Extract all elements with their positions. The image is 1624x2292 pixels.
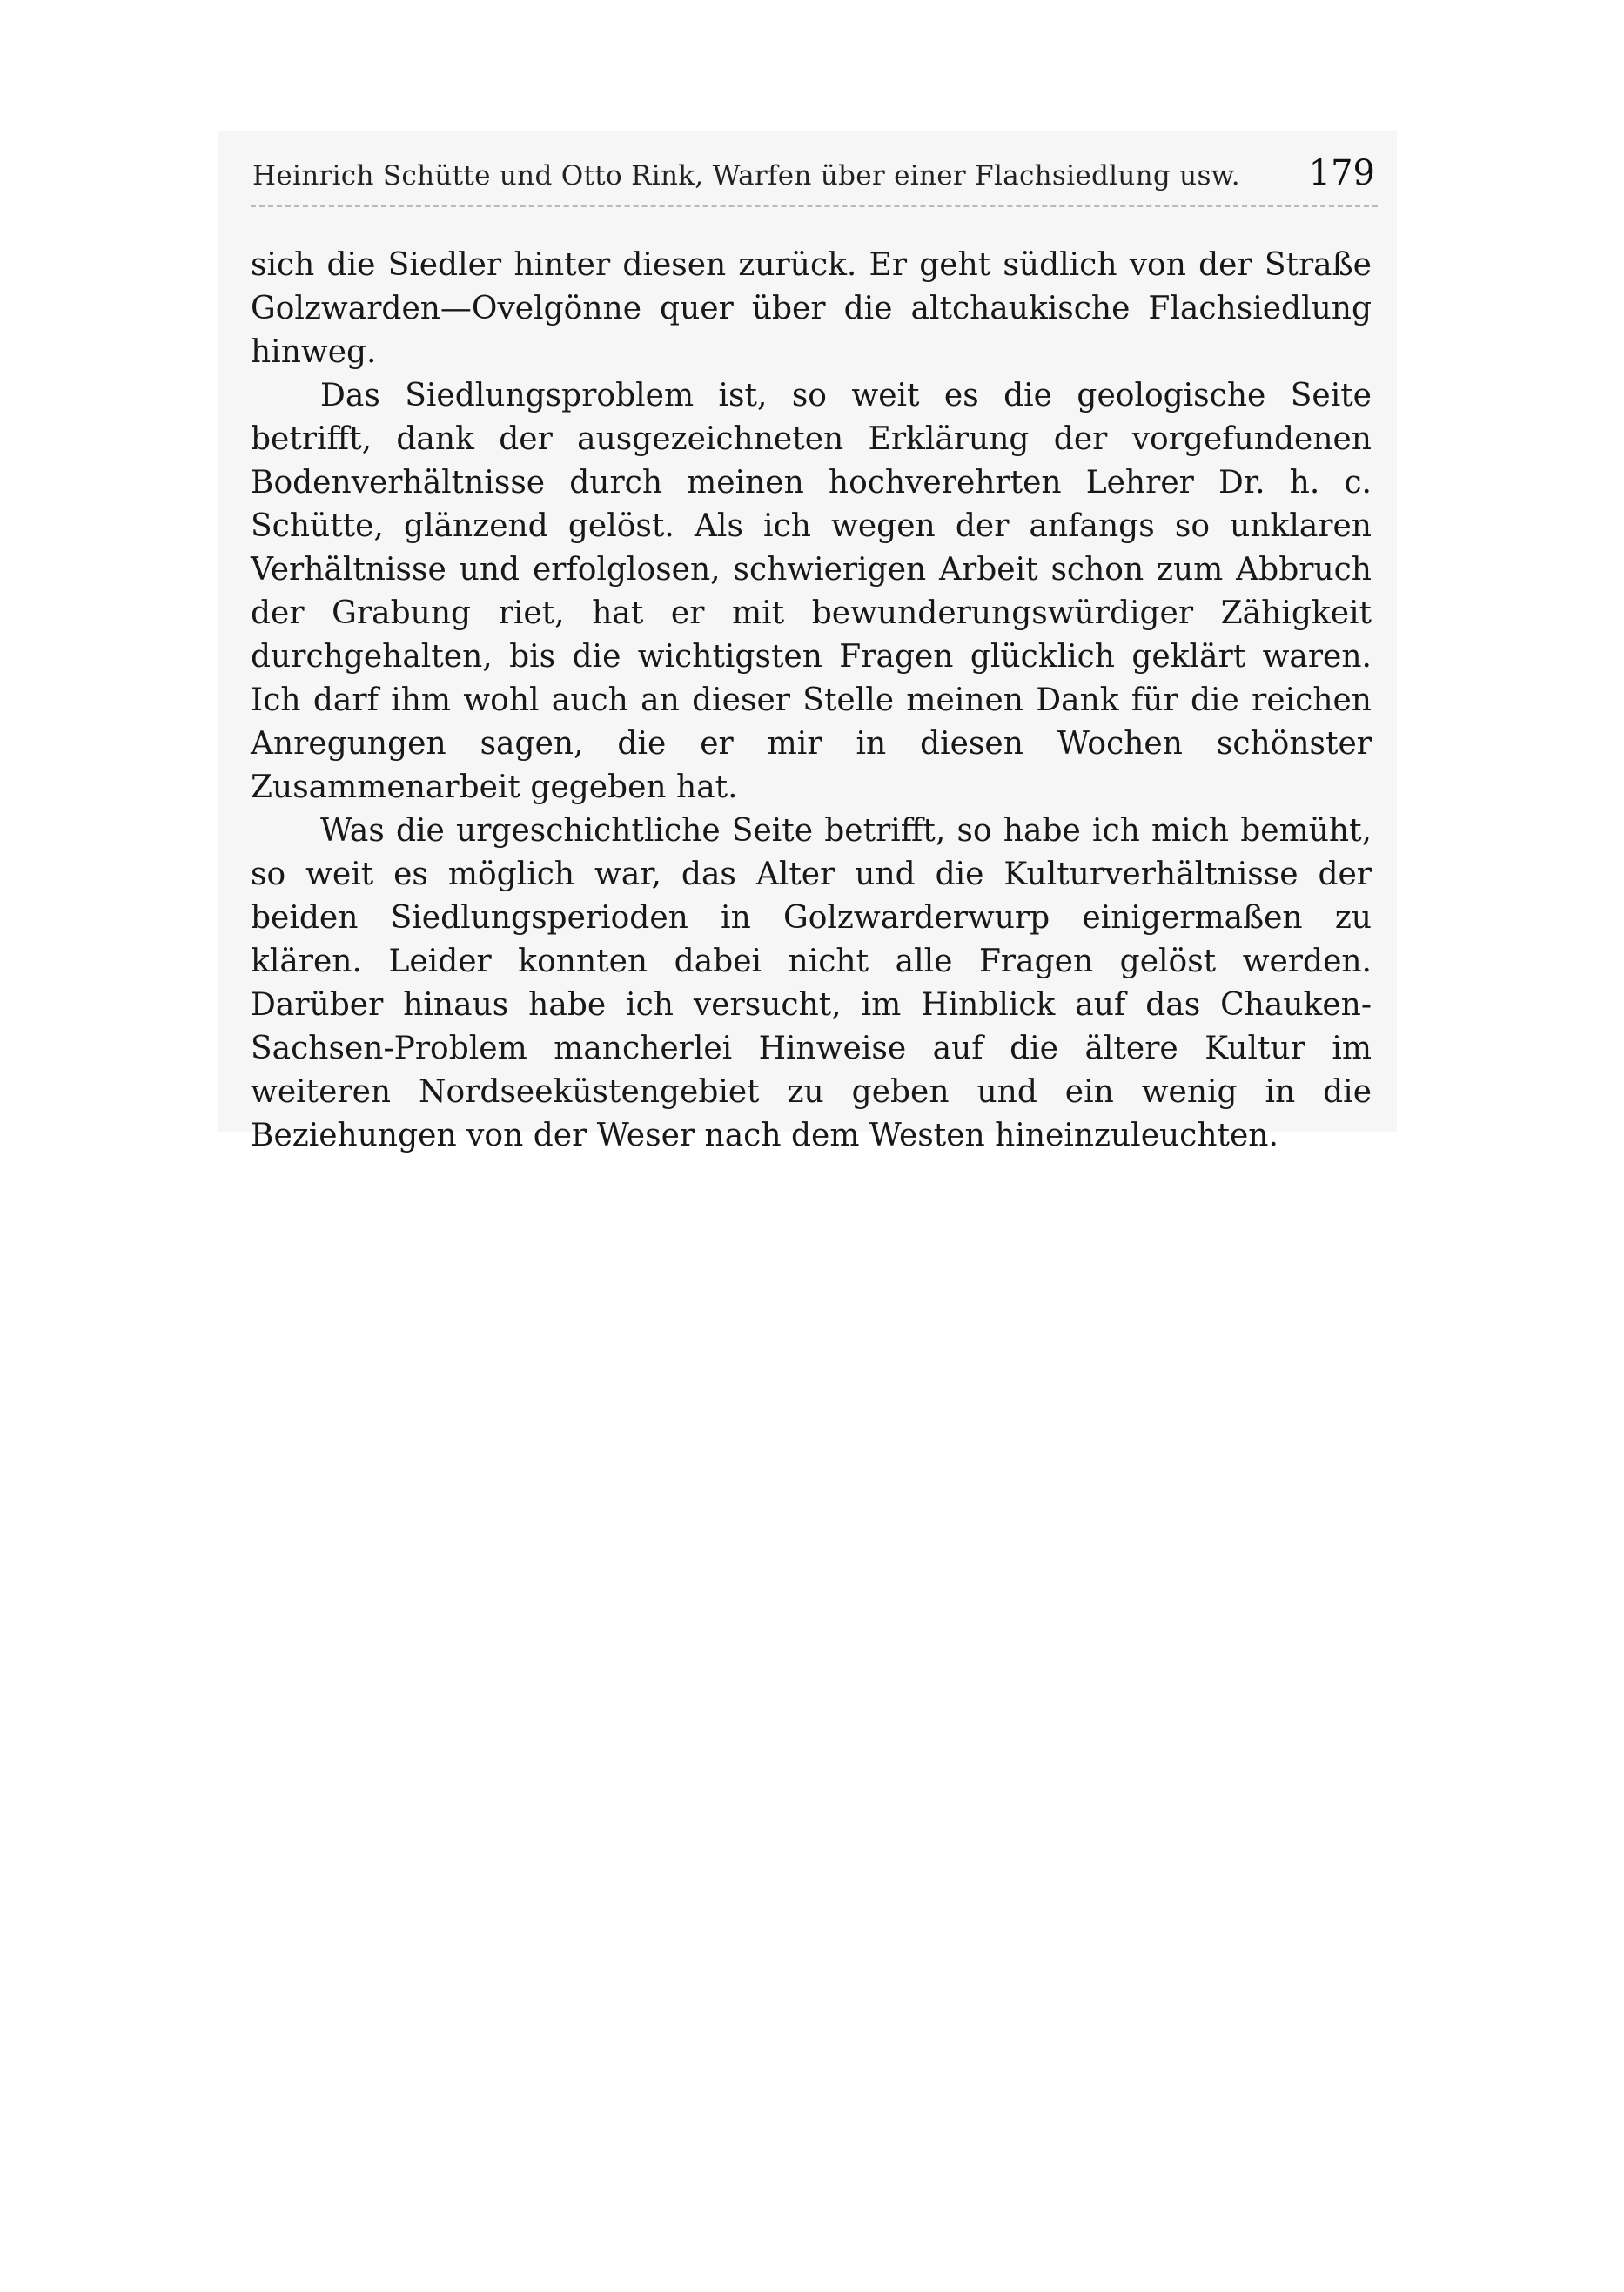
page-number: 179 xyxy=(1308,153,1375,193)
header-rule xyxy=(251,205,1378,207)
paragraph-continuation: sich die Siedler hinter diesen zurück. Er geht südlich von der Straße Golzwarden—Ovelgönne quer über die altchaukische Flachsiedlung hinweg. xyxy=(251,247,1372,370)
paragraph-siedlungsproblem: Das Siedlungsproblem ist, so weit es die geologische Seite betrifft, dank der ausgezeichneten Erklärung der vorgefundenen Bodenverhältnisse durch meinen hochverehrten Lehrer Dr. h. c. Schütte, glänzend gelöst. Als ich wegen der anfangs so unklaren Verhältnisse und erfolglosen, schwierigen Arbeit schon zum Abbruch der Grabung riet, hat er mit bewunderungswürdiger Zähigkeit durchgehalten, bis die wichtigsten Fragen glücklich geklärt waren. Ich darf ihm wohl auch an dieser Stelle meinen Dank für die reichen Anregungen sagen, die er mir in diesen Wochen schönster Zusammenarbeit gegeben hat. xyxy=(251,378,1372,805)
paragraph-urgeschichtliche-seite: Was die urgeschichtliche Seite betrifft, so habe ich mich bemüht, so weit es möglich war, das Alter und die Kulturverhältnisse der beiden Siedlungsperioden in Golzwarderwurp einigermaßen zu klären. Leider konnten dabei nicht alle Fragen gelöst werden. Darüber hinaus habe ich versucht, im Hinblick auf das Chauken-Sachsen-Problem mancherlei Hinweise auf die ältere Kultur im weiteren Nordseeküstengebiet zu geben und ein wenig in die Beziehungen von der Weser nach dem Westen hineinzuleuchten. xyxy=(251,813,1372,1153)
page-header xyxy=(252,153,1375,198)
running-head: Heinrich Schütte und Otto Rink, Warfen über einer Flachsiedlung usw. xyxy=(252,160,1240,192)
body-text xyxy=(251,244,1372,1158)
